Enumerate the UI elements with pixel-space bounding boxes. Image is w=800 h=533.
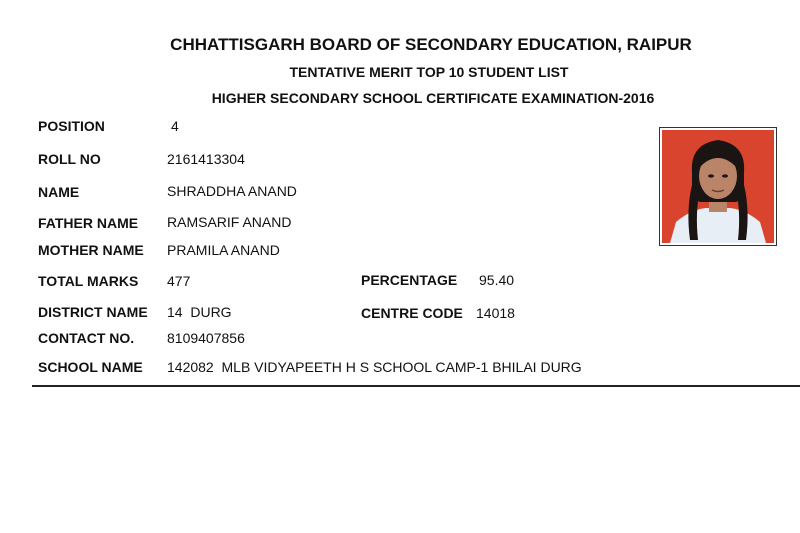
father-name-value: RAMSARIF ANAND — [167, 214, 292, 230]
left-eye — [708, 174, 714, 177]
student-portrait-image — [662, 130, 774, 243]
divider-line — [32, 385, 800, 387]
name-value: SHRADDHA ANAND — [167, 183, 297, 199]
centre-code-value: 14018 — [476, 305, 515, 321]
roll-no-value: 2161413304 — [167, 151, 245, 167]
right-eye — [722, 174, 728, 177]
mother-name-value: PRAMILA ANAND — [167, 242, 280, 258]
student-photo — [659, 127, 777, 246]
roll-no-label: ROLL NO — [38, 151, 101, 167]
board-title: CHHATTISGARH BOARD OF SECONDARY EDUCATION, RAIPUR — [170, 35, 692, 54]
exam-title: HIGHER SECONDARY SCHOOL CERTIFICATE EXAMINATION-2016 — [211, 90, 655, 106]
district-name-value: 14 DURG — [167, 304, 232, 320]
total-marks-value: 477 — [167, 273, 191, 289]
centre-code-label: CENTRE CODE — [361, 305, 463, 321]
contact-no-value: 8109407856 — [167, 330, 245, 346]
percentage-label: PERCENTAGE — [361, 272, 458, 288]
percentage-value: 95.40 — [479, 272, 515, 288]
mother-name-label: MOTHER NAME — [38, 242, 144, 258]
position-label: POSITION — [38, 118, 105, 134]
total-marks-label: TOTAL MARKS — [38, 273, 139, 289]
school-name-value: 142082 MLB VIDYAPEETH H S SCHOOL CAMP-1 BHILAI DURG — [167, 359, 582, 375]
district-name-label: DISTRICT NAME — [38, 304, 148, 320]
list-title: TENTATIVE MERIT TOP 10 STUDENT LIST — [289, 64, 569, 80]
contact-no-label: CONTACT NO. — [38, 330, 135, 346]
father-name-label: FATHER NAME — [38, 215, 139, 231]
school-name-label: SCHOOL NAME — [38, 359, 143, 375]
name-label: NAME — [38, 184, 80, 200]
position-value: 4 — [171, 118, 179, 134]
